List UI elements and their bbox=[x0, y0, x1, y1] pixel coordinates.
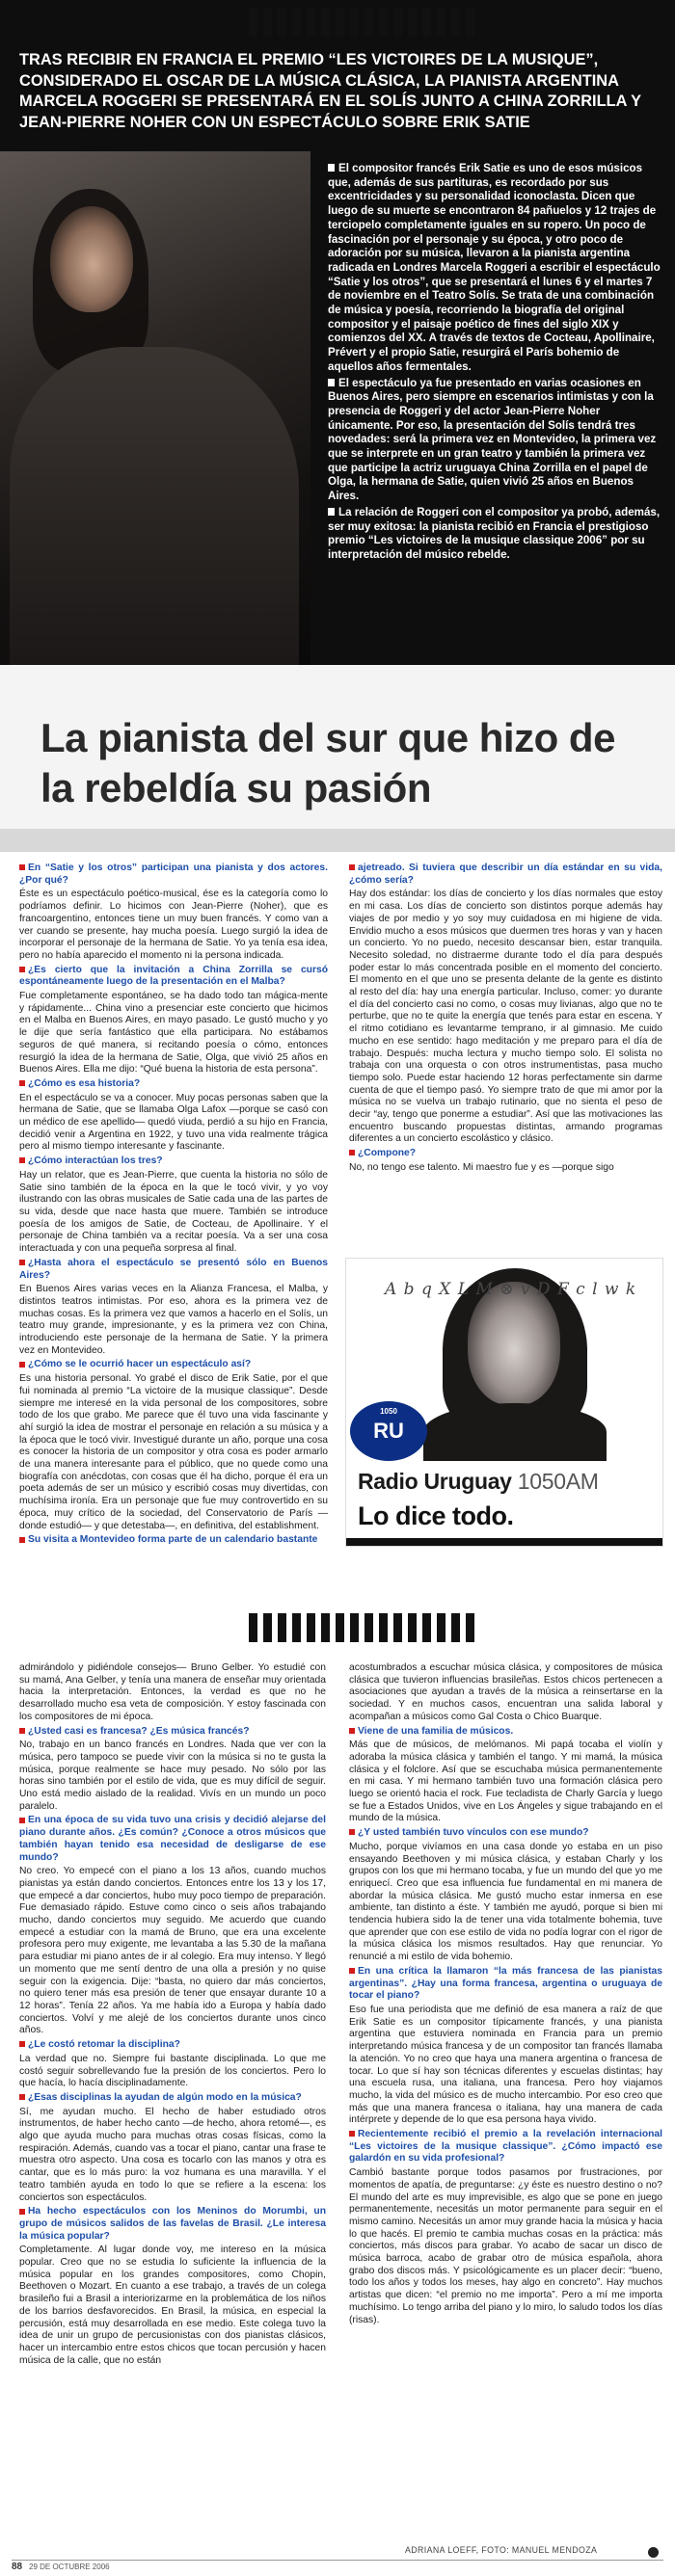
interview-question bbox=[19, 1258, 328, 1282]
top-stripes bbox=[249, 8, 474, 37]
question-marker-icon bbox=[19, 1818, 25, 1823]
question-text: Viene de una familia de músicos. bbox=[358, 1725, 514, 1737]
interview-question bbox=[349, 1148, 662, 1160]
interview-answer: Sí, me ayudan mucho. El hecho de haber estudiado otros instrumentos, de haber hecho canto —de hecho, ahora retomé—, es algo que ayuda mucho para muchas otras cosas físicas, como la respiración. Además, cuando vas a tocar el piano, cantar una frase te muestra otro aspecto. Una cosa es tocarlo con las manos y otra es cantar, que es lo más puro: la voz humana es una maravilla. Y el teatro también ayuda en todo lo que se refiere a la escena: los conciertos son espectáculos. bbox=[19, 2106, 326, 2203]
ad-underline bbox=[346, 1538, 663, 1547]
question-text: ¿Y usted también tuvo vínculos con ese mundo? bbox=[358, 1827, 589, 1839]
interview-question bbox=[19, 2206, 326, 2243]
interview-question bbox=[19, 965, 328, 989]
interview-answer: Eso fue una periodista que me definió de esa manera a raíz de que Erik Satie es un compositor típicamente francés, y una pianista argentina que estuviera nominada en Francia para un premio interpretando música francesa y de un compositor tan francés llamaba la atención. Yo no creo que haya una manera argentina o francesa de tocar. Lo que sí hay son técnicas diferentes y escuelas distintas; hay una escuela rusa, una italiana, una francesa. Pero hoy viajamos mucho, la vida del músico es de mucho intercambio. Por eso creo que más que una manera francesa o italiana, hay una manera de cada intérprete y depende de lo que esa persona haya vivido. bbox=[349, 2004, 662, 2126]
question-text: Su visita a Montevideo forma parte de un calendario bastante bbox=[28, 1534, 318, 1546]
interview-answer: No, trabajo en un banco francés en Londres. Nada que ver con la música, pero tampoco se puede vivir con la música si no te gusta la música, porque realmente se hace muy pesado. No sólo por las horas sino también por el estilo de vida, que es muy difícil de seguir. Uno está medio aislado de la realidad. Vivís en un mundo un poco paralelo. bbox=[19, 1739, 326, 1812]
intro-paragraph: La relación de Roggeri con el compositor ya probó, además, ser muy exitosa: la pianista recibió en Francia el prestigioso premio “Les victoires de la musique classique 2006” por su interpretación del músico rebelde. bbox=[328, 505, 661, 561]
question-marker-icon bbox=[19, 1080, 25, 1086]
question-marker-icon bbox=[349, 1829, 355, 1835]
paragraph-marker-icon bbox=[328, 164, 335, 172]
interview-answer: Es una historia personal. Yo grabé el disco de Erik Satie, por el que fui nominada al premio “La victoire de la musique classique”. Desde siempre me interesé en la vida personal de los compositores, sobre todo de los que grabo. Me parece que él tuvo una vida fascinante y ahí surgió la idea de mostrar el personaje en relación a su música y a la época que le tocó vivir. Investigué durante un año, porque una cosa es conocer la historia de un compositor y otra cosa es poder armarlo de una manera interesante para el público, que no quede como una biografía con anécdotas, con cosas que él ha dicho, porque él era un poeta además de ser un músico y escribió cosas muy divertidas, con muchísima ironía. Era un personaje que fue muy controvertido en su época, muy crítico de la sociedad, del Conservatorio de París —donde estudió— y que detestaba—, en definitiva, del establishment. bbox=[19, 1373, 328, 1531]
question-marker-icon bbox=[349, 2131, 355, 2137]
interview-column-3 bbox=[19, 1662, 326, 2369]
question-marker-icon bbox=[349, 1728, 355, 1734]
ad-photo-face bbox=[468, 1282, 560, 1405]
question-text: En una crítica la llamaron “la más francesa de las pianistas argentinas”. ¿Hay una forma francesa, argentina o uruguaya de tocar el piano? bbox=[349, 1965, 662, 2002]
middle-stripes bbox=[249, 1613, 474, 1642]
photo-credit: ADRIANA LOEFF, FOTO: MANUEL MENDOZA bbox=[405, 2545, 598, 2555]
interview-answer: acostumbrados a escuchar música clásica, y compositores de música clásica que tuvieron influencias brasileñas. Estos chicos pertenecen a asociaciones que ayudan a través de la música a reinsertarse en la sociedad. Y en muchos casos, encuentran una salida laboral y acompañan a músicos como Gal Costa o Chico Buarque. bbox=[349, 1662, 662, 1722]
radio-logo: 1050 RU bbox=[350, 1401, 427, 1461]
question-marker-icon bbox=[19, 2209, 25, 2215]
question-marker-icon bbox=[19, 1537, 25, 1543]
ad-radio-name bbox=[358, 1469, 599, 1495]
question-marker-icon bbox=[19, 2041, 25, 2047]
interview-answer: En el espectáculo se va a conocer. Muy pocas personas saben que la hermana de Satie, que se llamaba Olga Lafox —porque se casó con un médico de ese apellido— quedó viuda, perdió a su hijo en Francia, decidió venir a Argentina en 1922, y tuvo una vida realmente trágica pero al mismo tiempo interesante y fascinante. bbox=[19, 1092, 328, 1153]
ad-photo-shoulders bbox=[423, 1403, 607, 1461]
interview-question bbox=[19, 1359, 328, 1371]
interview-answer: Fue completamente espontáneo, se ha dado todo tan mágica-mente y rápidamente... China vino a presenciar este concierto que hicimos en el Malba en Buenos Aires, en mayo pasado. Le gustó mucho y yo le dije que sería fantástico que ella participara. No estábamos seguros de qué manera, si recitando poesía o cómo, entonces resurgió la idea de la hermana de Satie, Olga, que vivió 25 años en Buenos Aires. Ella me dijo: “Qué buena la historia de esta persona”. bbox=[19, 991, 328, 1076]
question-text: ¿Es cierto que la invitación a China Zorrilla se cursó espontáneamente luego de la presentación en el Malba? bbox=[19, 964, 328, 988]
interview-answer: Hay un relator, que es Jean-Pierre, que cuenta la historia no sólo de Satie sino también de la época en la que le tocó vivir, y yo voy ilustrando con las obras musicales de Satie cada una de las partes de su vida, desde que nace hasta que muere. También se introduce poesía de los amigos de Satie, de Cocteau, de Apollinaire. Y el personaje de China también va a recitar poesía. Va a ser una cosa interactuada y con una pequeña sorpresa al final. bbox=[19, 1169, 328, 1255]
question-marker-icon bbox=[19, 1157, 25, 1163]
interview-answer: La verdad que no. Siempre fui bastante disciplinada. Lo que me costó seguir sobrellevando fue la presión de los conciertos. Pero lo que hacía, lo hacía disciplinadamente. bbox=[19, 2053, 326, 2089]
interview-answer: No creo. Yo empecé con el piano a los 13 años, cuando muchos pianistas ya están dando conciertos. Entonces entre los 13 y los 17, que empecé a dar conciertos, hubo muy poco tiempo de preparación. Fue demasiado rápido. Estuve como cinco o seis años trabajando mucho, dando conciertos muy seguido. Me acuerdo que cuando empecé a estudiar con la mamá de Bruno, que era una excelente profesora pero muy exigente, me levantaba a las 5.30 de la mañana para estudiar mi piano antes de ir al colegio. Era muy intenso. Y llegó un momento que me sentí dentro de una olla a presión y no quise seguir con la exigencia. Dije: “basta, no quiero dar más conciertos, no quiero tener más esa presión de tener que ensayar durante 10 a 12 horas”. Tenía 22 años. Ya me había ido a Europa y había dado conciertos. Volví y me alejé de los conciertos durante unos cinco años. bbox=[19, 1866, 326, 2036]
page-number: 88 bbox=[12, 2562, 23, 2572]
ad-radio-label: Radio Uruguay bbox=[358, 1469, 512, 1494]
intro-deck: TRAS RECIBIR EN FRANCIA EL PREMIO “LES VICTOIRES DE LA MUSIQUE”, CONSIDERADO EL OSCAR DE LA MÚSICA CLÁSICA, LA PIANISTA ARGENTINA MARCELA ROGGERI SE PRESENTARÁ EN EL SOLÍS JUNTO A CHINA ZORRILLA Y JEAN-PIERRE NOHER CON UN ESPECTÁCULO SOBRE ERIK SATIE bbox=[19, 51, 641, 131]
interview-answer: No, no tengo ese talento. Mi maestro fue y es —porque sigo bbox=[349, 1161, 614, 1173]
interview-question bbox=[349, 1726, 662, 1739]
ad-frequency: 1050AM bbox=[517, 1469, 599, 1494]
interview-question bbox=[349, 863, 662, 887]
section-divider bbox=[0, 829, 675, 852]
question-text: ¿Cómo se le ocurrió hacer un espectáculo así? bbox=[28, 1359, 252, 1370]
question-marker-icon bbox=[19, 864, 25, 870]
interview-question bbox=[19, 1155, 328, 1168]
intro-paragraph: El compositor francés Erik Satie es uno de esos músicos que, además de sus partituras, es recordado por sus excentricidades y su personalidad iconoclasta. Dicen que luego de su muerte se encontraron 84 pañuelos y 12 trajes de terciopelo completamente iguales en su ropero. Un poco de fascinación por el personaje y su época, y otro poco de adoración por su música, llevaron a la pianista argentina radicada en Londres Marcela Roggeri a escribir el espectáculo “Satie y los otros”, que se presentará el lunes 6 y el martes 7 de noviembre en el Teatro Solís. Se trata de una combinación de música y poesía, recorriendo la biografía del original compositor y el paisaje poético de fines del siglo XIX y comienzos del XX. A través de textos de Cocteau, Apollinaire, Prévert y el propio Satie, resurgirá el París bohemio de aquellos años fermentales. bbox=[328, 162, 661, 373]
question-marker-icon bbox=[19, 2094, 25, 2100]
interview-question bbox=[349, 2129, 662, 2165]
question-text: ¿Le costó retomar la disciplina? bbox=[28, 2039, 180, 2051]
interview-question bbox=[19, 1726, 326, 1739]
question-text: ¿Esas disciplinas la ayudan de algún modo en la música? bbox=[28, 2091, 302, 2103]
intro-body bbox=[328, 162, 661, 565]
pianist-photo-face bbox=[50, 206, 133, 312]
interview-column-4 bbox=[349, 1662, 662, 2328]
question-text: En una época de su vida tuvo una crisis y decidió alejarse del piano durante años. ¿Es común? ¿Conoce a otros músicos que también hayan tenido esa necesidad de desligarse de ese mundo? bbox=[19, 1815, 326, 1863]
question-marker-icon bbox=[19, 1728, 25, 1734]
question-text: ¿Cómo interactúan los tres? bbox=[28, 1155, 163, 1167]
interview-question bbox=[19, 2092, 326, 2105]
question-text: ¿Compone? bbox=[358, 1148, 417, 1159]
interview-answer: Completamente. Al lugar donde voy, me intereso en la música popular. Creo que no se estudia lo suficiente la influencia de la música popular en los grandes compositores, como Chopin, Beethoven o Mozart. En cuanto a ese trabajo, a través de un colega brasileño fui a Brasil a interiorizarme en la problemática de los niños de los barrios desfavorecidos. En Brasil, la música, en especial la percusión, está muy desarrollada en ese medio. Este colega tuvo la idea de unir un grupo de percusionistas con dos pianistas clásicos, hacer un intercambio entre estos chicos que tocan percusión y hacen música de la calle, que no están bbox=[19, 2244, 326, 2366]
question-marker-icon bbox=[349, 1150, 355, 1155]
interview-column-1 bbox=[19, 863, 328, 1549]
question-marker-icon bbox=[349, 864, 355, 870]
interview-question bbox=[19, 863, 328, 887]
question-marker-icon bbox=[19, 1362, 25, 1368]
pianist-photo-body bbox=[10, 347, 299, 665]
footer-rule bbox=[12, 2560, 663, 2561]
intro-paragraph: El espectáculo ya fue presentado en varias ocasiones en Buenos Aires, pero siempre en escenarios intimistas y con la presencia de Roggeri y del actor Jean-Pierre Noher únicamente. Por eso, la presentación del Solís tendrá tres novedades: será la primera vez en Montevideo, la primera vez que se interprete en un gran teatro y también la primera vez que participe la actriz uruguaya China Zorrilla en el papel de Olga, la hermana de Satie, quien vivió 25 años en Buenos Aires. bbox=[328, 376, 657, 503]
interview-question bbox=[19, 1815, 326, 1864]
paragraph-marker-icon bbox=[328, 379, 335, 386]
logo-caption: 1050 bbox=[380, 1407, 397, 1416]
interview-answer: Mucho, porque vivíamos en una casa donde yo estaba en un piso ensayando Beethoven y mi música clásica, y estaban Charly y los grupos con los que mi hermano tocaba, y fue un mundo del que yo me enriquecí. Creo que esa influencia fue fundamental en mi manera de abordar la música clásica. Me gustó mucho estar inmersa en ese ambiente, tan distinto a éste. Y también me ayudó, porque si bien mi tendencia hubiera sido la de tener una vida totalmente bohemia, tuve que aprender que con ese estilo de vida no podía lograr con el rigor de la música clásica los mismos resultados. Hay que renunciar. Yo renuncié a mi estilo de vida bohemio. bbox=[349, 1841, 662, 1963]
question-text: Recientemente recibió el premio a la revelación internacional “Les victoires de la musique classique”. ¿Cómo impactó ese galardón en su vida profesional? bbox=[349, 2129, 662, 2164]
interview-answer: Cambió bastante porque todos pasamos por frustraciones, por momentos de apatía, de preguntarse: ¿y éste es nuestro destino o no? El mundo del arte es muy imprevisible, es algo que se pone en juego permanentemente, necesitás un motor permanente para seguir en el mismo camino. Necesitás un amor muy grande hacia la música y hacia lo que hacés. El premio te cambia muchas cosas en la práctica: más conciertos, más discos para grabar. Yo acabo de sacar un disco de música barroca, acabo de grabar otro de música española, ahora grabo dos discos más. Y psicológicamente es un placer decir: “bueno, todo los años y todos los meses, hay algo en concreto”. Hay muchos artistas que dicen: “el premio no me importa”. Pero a mí me importa muchísimo. Lo tengo arriba del piano y lo miro, lo saludo todos los días (risas). bbox=[349, 2167, 662, 2325]
interview-question bbox=[19, 2039, 326, 2052]
interview-answer: En Buenos Aires varias veces en la Alianza Francesa, el Malba, y distintos teatros intimistas. Por eso, ahora es la primera vez de muchas cosas. Es la primera vez que vamos a hacerlo en el Solís, un teatro muy grande, impresionante, y es la primera vez con China, introduciendo este personaje de la hermana de Satie. Y la primera vez en Montevideo. bbox=[19, 1284, 328, 1356]
question-text: Ha hecho espectáculos con los Meninos do Morumbi, un grupo de músicos salidos de las favelas de Brasil. ¿Le interesa la música popular? bbox=[19, 2206, 326, 2242]
radio-uruguay-ad[interactable] bbox=[345, 1258, 663, 1547]
question-marker-icon bbox=[19, 1260, 25, 1265]
interview-answer: Éste es un espectáculo poético-musical, ése es la categoría como lo podríamos definir. Lo hicimos con Jean-Pierre (Noher), que es francoargentino, entonces tiene un muy buen francés. Y como van a ver cuando se presente, hay mucha poesía. Luego surgió la idea de incorporar el personaje de la hermana de Satie. Yo ya tenía esa idea, pero no había aparecido el momento ni la persona indicada. bbox=[19, 889, 328, 961]
interview-answer: Hay dos estándar: los días de concierto y los días normales que estoy en mi casa. Los días de concierto son distintos porque además hay viajes de por medio y yo soy muy cuidadosa en mi higiene de vida. Envidio mucho a esos músicos que duermen tres horas y van y hacen un concierto. Yo no puedo, necesito descansar bien, estar tranquila. Necesito soledad, no distraerme durante todo el día para después poder estar lo más concentrada posible en el momento del concierto. El momento en el que uno se presenta delante de la gente es distinto al resto del día: hay una energía particular. Incluso, comer: yo durante el día del concierto casi no como, o cosas muy livianas, algo que no te perturbe, que no te quite la energía que tenés para estar en escena. Y el ritmo cotidiano es levantarme temprano, ir al gimnasio. Me cuido mucho en ese sentido: hago meditación y me preparo para el día de trabajo. Después: mucha lectura y mucho tiempo solo. El solista no trabaja con una orquesta o con otros instrumentistas, pasa mucho tiempo solo. Puede estar haciendo 12 horas perfectamente sin darme cuenta de que el tiempo pasó. Yo siempre trato de que mi amor por la música no se vuelva un trabajo rutinario, que no sienta el peso de decir “ay, tengo que ponerme a estudiar”. Así que las motivaciones las encuentro buscando propuestas distintas, armando programas diferentes a un concierto escolástico y clásico. bbox=[349, 889, 662, 1145]
interview-question bbox=[349, 1827, 662, 1840]
interview-question bbox=[349, 1966, 662, 2003]
interview-column-2 bbox=[349, 863, 662, 1177]
interview-answer: Más que de músicos, de melómanos. Mi papá tocaba el violín y adoraba la música clásica y también el tango. Y mi mamá, la música clásica y el folclore. Así que se escuchaba música permanentemente en mi casa. Y mi hermano también tuvo una formación clásica pero luego se orientó hacia el rock. Fue tecladista de Charly García y luego se fue a Estados Unidos, vive en Los Ángeles y sigue trabajando en el mundo de la música. bbox=[349, 1739, 662, 1824]
question-text: En “Satie y los otros” participan una pianista y dos actores. ¿Por qué? bbox=[19, 863, 328, 886]
paragraph-marker-icon bbox=[328, 508, 335, 516]
interview-answer: admirándolo y pidiéndole consejos— Bruno Gelber. Yo estudié con su mamá, Ana Gelber, y tenía una manera de enseñar muy orientada hacia la interpretación. Entonces, la verdad es que no he desarrollado mucho esa veta de composición. Y estoy fascinada con los compositores de mi época. bbox=[19, 1662, 326, 1722]
page-headline: La pianista del sur que hizo de la rebeldía su pasión bbox=[40, 715, 615, 810]
question-marker-icon bbox=[19, 967, 25, 972]
ad-letters-decoration: A b q X L M ⊗ v D F c l w k bbox=[385, 1280, 637, 1299]
ad-slogan: Lo dice todo. bbox=[358, 1501, 514, 1530]
question-text: ¿Usted casi es francesa? ¿Es música francés? bbox=[28, 1725, 250, 1737]
question-text: ¿Hasta ahora el espectáculo se presentó sólo en Buenos Aires? bbox=[19, 1257, 328, 1281]
question-text: ajetreado. Si tuviera que describir un día estándar en su vida, ¿cómo sería? bbox=[349, 863, 662, 886]
question-text: ¿Cómo es esa historia? bbox=[28, 1077, 141, 1089]
end-mark-icon bbox=[648, 2547, 659, 2558]
issue-date: 29 DE OCTUBRE 2006 bbox=[29, 2563, 110, 2571]
question-marker-icon bbox=[349, 1968, 355, 1974]
interview-question bbox=[19, 1078, 328, 1091]
interview-question bbox=[19, 1534, 328, 1547]
